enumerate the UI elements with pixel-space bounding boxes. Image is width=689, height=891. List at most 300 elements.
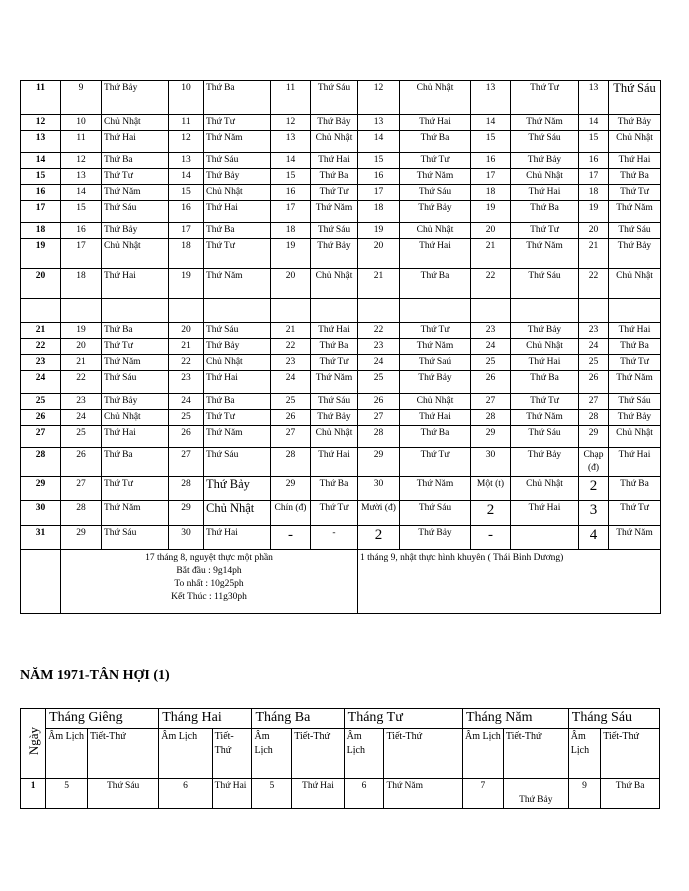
weekday: Thứ Bảy	[311, 115, 358, 131]
weekday: Thứ Bảy	[311, 239, 358, 269]
table-row	[21, 779, 660, 809]
subheader: Âm Lịch	[344, 729, 384, 779]
weekday: Thứ Năm	[204, 131, 271, 153]
lunar-day: 2	[579, 477, 609, 501]
weekday: Thứ Năm	[511, 410, 579, 426]
weekday: Thứ Sáu	[204, 448, 271, 477]
lunar-day: 29	[271, 477, 311, 501]
table-row	[21, 477, 661, 501]
lunar-day: 2	[471, 501, 511, 526]
weekday: Chủ Nhật	[511, 339, 579, 355]
weekday: Thứ Sáu	[511, 426, 579, 448]
weekday: Chủ Nhật	[511, 477, 579, 501]
weekday: Thứ Ba	[102, 323, 169, 339]
lunar-day: 13	[579, 81, 609, 115]
lunar-day: 23	[169, 371, 204, 394]
lunar-day: 28	[169, 477, 204, 501]
lunar-day: 15	[358, 153, 400, 169]
day-number: 12	[21, 115, 61, 131]
weekday: Thứ Tư	[204, 239, 271, 269]
day-number: 14	[21, 153, 61, 169]
lunar-day: 19	[358, 223, 400, 239]
weekday: -	[311, 526, 358, 550]
lunar-day: 27	[358, 410, 400, 426]
weekday: Thứ Hai	[102, 131, 169, 153]
lunar-day: 17	[358, 185, 400, 201]
table-row	[21, 201, 661, 223]
lunar-day: 25	[579, 355, 609, 371]
weekday: Thứ Hai	[609, 448, 661, 477]
weekday: Thứ Sáu	[311, 223, 358, 239]
lunar-day: 25	[471, 355, 511, 371]
weekday: Thứ Bảy	[400, 371, 471, 394]
day-number: 18	[21, 223, 61, 239]
lunar-day: 22	[579, 269, 609, 299]
weekday: Thứ Hai	[311, 323, 358, 339]
lunar-day: 21	[471, 239, 511, 269]
weekday: Chủ Nhật	[511, 169, 579, 185]
weekday: Thứ Hai	[311, 448, 358, 477]
weekday: Chủ Nhật	[311, 131, 358, 153]
weekday: Thứ Sáu	[204, 153, 271, 169]
lunar-day: 18	[271, 223, 311, 239]
table-row	[21, 426, 661, 448]
weekday: Thứ Tư	[311, 185, 358, 201]
weekday: Thứ Sáu	[102, 201, 169, 223]
lunar-day: 16	[271, 185, 311, 201]
lunar-day: 18	[358, 201, 400, 223]
weekday: Thứ Bảy	[204, 339, 271, 355]
weekday: Thứ Ba	[204, 394, 271, 410]
weekday: Thứ Hai	[511, 185, 579, 201]
lunar-day: 21	[169, 339, 204, 355]
day-number: 29	[21, 477, 61, 501]
day-number: 19	[21, 239, 61, 269]
weekday: Thứ Bảy	[400, 201, 471, 223]
weekday: Thứ Bảy	[102, 81, 169, 115]
subheader: Tiết-Thứ	[212, 729, 252, 779]
weekday: Chủ Nhật	[400, 81, 471, 115]
lunar-day: 11	[271, 81, 311, 115]
lunar-day: 30	[169, 526, 204, 550]
weekday: Thứ Năm	[311, 201, 358, 223]
day-number: 16	[21, 185, 61, 201]
weekday: Thứ Hai	[511, 355, 579, 371]
weekday: Thứ Hai	[102, 426, 169, 448]
weekday: Thứ Sáu	[204, 323, 271, 339]
lunar-day: 20	[61, 339, 102, 355]
subheader-row	[21, 729, 660, 779]
weekday: Thứ Tư	[311, 355, 358, 371]
lunar-day: 13	[61, 169, 102, 185]
lunar-day: 15	[61, 201, 102, 223]
lunar-day: 11	[61, 131, 102, 153]
weekday: Thứ Hai	[102, 269, 169, 299]
lunar-day: 17	[271, 201, 311, 223]
weekday: Thứ Tư	[609, 501, 661, 526]
lunar-day: 25	[358, 371, 400, 394]
calendar-body	[21, 81, 661, 614]
lunar-day: 23	[358, 339, 400, 355]
table-row	[21, 299, 661, 323]
lunar-day: 16	[169, 201, 204, 223]
weekday: Thứ Saú	[400, 355, 471, 371]
weekday: Thứ Hai	[212, 779, 252, 809]
lunar-day: 9	[568, 779, 600, 809]
table-row	[21, 223, 661, 239]
weekday: Chủ Nhật	[102, 239, 169, 269]
lunar-day: 22	[169, 355, 204, 371]
lunar-day: 10	[61, 115, 102, 131]
weekday: Thứ Sáu	[311, 394, 358, 410]
weekday: Thứ Năm	[311, 371, 358, 394]
lunar-day: 26	[471, 371, 511, 394]
day-number: 28	[21, 448, 61, 477]
table-row	[21, 239, 661, 269]
lunar-day: 20	[169, 323, 204, 339]
lunar-day: 30	[358, 477, 400, 501]
subheader: Âm Lịch	[252, 729, 292, 779]
weekday: Thứ Ba	[400, 131, 471, 153]
lunar-day: 18	[169, 239, 204, 269]
table-row	[21, 410, 661, 426]
weekday: Thứ Năm	[204, 426, 271, 448]
lunar-day: 17	[61, 239, 102, 269]
weekday: Thứ Sáu	[311, 81, 358, 115]
weekday: Thứ Năm	[400, 477, 471, 501]
lunar-day: 24	[61, 410, 102, 426]
lunar-day: 19	[471, 201, 511, 223]
table-row	[21, 526, 661, 550]
lunar-day: 5	[252, 779, 292, 809]
weekday: Thứ Sáu	[88, 779, 159, 809]
weekday: Thứ Bảy	[609, 115, 661, 131]
calendar-table-1971	[20, 708, 660, 809]
lunar-day: 13	[169, 153, 204, 169]
lunar-day	[271, 299, 311, 323]
weekday: Chủ Nhật	[400, 223, 471, 239]
weekday: Thứ Năm	[511, 239, 579, 269]
lunar-day: 16	[61, 223, 102, 239]
day-number: 24	[21, 371, 61, 394]
lunar-day: 4	[579, 526, 609, 550]
weekday: Chủ Nhật	[609, 131, 661, 153]
lunar-day: 27	[471, 394, 511, 410]
day-number: 31	[21, 526, 61, 550]
eclipse-note-left	[61, 550, 358, 614]
weekday: Thứ Năm	[400, 169, 471, 185]
weekday	[609, 299, 661, 323]
weekday: Thứ Năm	[511, 115, 579, 131]
eclipse-note-right: 1 tháng 9, nhật thực hình khuyên ( Thái Bỉnh Dương)	[358, 550, 661, 614]
weekday: Thứ Sáu	[609, 223, 661, 239]
table-row	[21, 153, 661, 169]
lunar-day: 21	[358, 269, 400, 299]
lunar-day: 12	[61, 153, 102, 169]
day-number: 22	[21, 339, 61, 355]
weekday: Thứ Hai	[511, 501, 579, 526]
weekday: Thứ Ba	[400, 269, 471, 299]
lunar-day: 19	[579, 201, 609, 223]
lunar-day: 3	[579, 501, 609, 526]
month-header: Tháng Hai	[159, 709, 252, 729]
lunar-day: 12	[271, 115, 311, 131]
lunar-day: 16	[358, 169, 400, 185]
lunar-day: -	[471, 526, 511, 550]
day-number: 26	[21, 410, 61, 426]
day-number: 17	[21, 201, 61, 223]
weekday: Thứ Hai	[204, 526, 271, 550]
weekday: Thứ Sáu	[511, 269, 579, 299]
weekday: Thứ Năm	[400, 339, 471, 355]
lunar-day: 20	[471, 223, 511, 239]
month-header: Tháng Sáu	[568, 709, 659, 729]
lunar-day: 19	[271, 239, 311, 269]
lunar-day: 21	[579, 239, 609, 269]
weekday: Thứ Năm	[609, 371, 661, 394]
lunar-day: 23	[271, 355, 311, 371]
weekday: Thứ Ba	[204, 81, 271, 115]
lunar-day: 20	[579, 223, 609, 239]
note-line: Kết Thúc : 11g30ph	[171, 592, 247, 602]
table-row	[21, 115, 661, 131]
weekday: Thứ Sáu	[102, 526, 169, 550]
lunar-day: 19	[61, 323, 102, 339]
lunar-day: 13	[271, 131, 311, 153]
lunar-day: 10	[169, 81, 204, 115]
weekday: Thứ Năm	[204, 269, 271, 299]
day-number: 25	[21, 394, 61, 410]
lunar-day: 14	[169, 169, 204, 185]
note-line: Bắt đầu : 9g14ph	[176, 566, 242, 576]
month-header: Tháng Ba	[252, 709, 344, 729]
weekday: Thứ Ba	[609, 477, 661, 501]
weekday: Thứ Hai	[609, 323, 661, 339]
lunar-day: 24	[579, 339, 609, 355]
table-row	[21, 394, 661, 410]
weekday: Thứ Sáu	[400, 185, 471, 201]
lunar-day: 17	[471, 169, 511, 185]
weekday: Thứ Năm	[609, 201, 661, 223]
weekday: Thứ Bảy	[503, 779, 568, 809]
lunar-day: 23	[61, 394, 102, 410]
weekday: Chủ Nhật	[204, 501, 271, 526]
note-line: 17 tháng 8, nguyệt thực một phần	[145, 553, 273, 563]
weekday: Thứ Ba	[400, 426, 471, 448]
lunar-day: 29	[169, 501, 204, 526]
lunar-day: 14	[358, 131, 400, 153]
lunar-day: Chạp (đ)	[579, 448, 609, 477]
weekday: Thứ Ba	[311, 477, 358, 501]
lunar-day: 27	[169, 448, 204, 477]
lunar-day: 28	[61, 501, 102, 526]
weekday	[511, 526, 579, 550]
table-row	[21, 501, 661, 526]
weekday: Thứ Sáu	[400, 501, 471, 526]
weekday: Thứ Tư	[511, 223, 579, 239]
lunar-day: 24	[271, 371, 311, 394]
lunar-day: 15	[579, 131, 609, 153]
weekday: Thứ Bảy	[511, 323, 579, 339]
month-header: Tháng Tư	[344, 709, 462, 729]
weekday: Thứ Ba	[102, 153, 169, 169]
weekday: Thứ Năm	[609, 526, 661, 550]
weekday	[102, 299, 169, 323]
weekday: Thứ Ba	[609, 339, 661, 355]
weekday: Thứ Bảy	[204, 477, 271, 501]
day-number: 27	[21, 426, 61, 448]
weekday: Thứ Bảy	[609, 410, 661, 426]
lunar-day: 26	[271, 410, 311, 426]
lunar-day: 22	[61, 371, 102, 394]
lunar-day: 29	[579, 426, 609, 448]
lunar-day: 24	[358, 355, 400, 371]
weekday: Thứ Tư	[311, 501, 358, 526]
weekday: Thứ Hai	[400, 410, 471, 426]
lunar-day: 17	[169, 223, 204, 239]
lunar-day: Chín (đ)	[271, 501, 311, 526]
weekday: Thứ Ba	[311, 339, 358, 355]
weekday: Thứ Hai	[400, 239, 471, 269]
lunar-day: 21	[61, 355, 102, 371]
weekday: Chủ Nhật	[102, 410, 169, 426]
weekday: Thứ Ba	[609, 169, 661, 185]
weekday: Thứ Ba	[601, 779, 660, 809]
table-row	[21, 339, 661, 355]
subheader: Tiết-Thứ	[88, 729, 159, 779]
lunar-day: 27	[61, 477, 102, 501]
lunar-day: 12	[169, 131, 204, 153]
subheader: Âm Lịch	[46, 729, 88, 779]
lunar-day: 17	[579, 169, 609, 185]
weekday: Thứ Tư	[400, 448, 471, 477]
lunar-day: 13	[471, 81, 511, 115]
lunar-day: 28	[579, 410, 609, 426]
day-number: 30	[21, 501, 61, 526]
table-row	[21, 355, 661, 371]
lunar-day: 23	[471, 323, 511, 339]
lunar-day	[358, 299, 400, 323]
table-row	[21, 185, 661, 201]
lunar-day	[61, 299, 102, 323]
year-title: NĂM 1971-TÂN HỢI (1)	[20, 668, 170, 683]
note-line: To nhất : 10g25ph	[174, 579, 244, 589]
lunar-day: 20	[271, 269, 311, 299]
lunar-day: 15	[169, 185, 204, 201]
lunar-day: 21	[271, 323, 311, 339]
lunar-day: 22	[358, 323, 400, 339]
lunar-day: 9	[61, 81, 102, 115]
lunar-day: 19	[169, 269, 204, 299]
weekday: Thứ Tư	[400, 323, 471, 339]
weekday: Thứ Ba	[511, 371, 579, 394]
ngay-label: Ngày	[25, 726, 41, 756]
lunar-day: 30	[471, 448, 511, 477]
subheader: Âm Lịch	[159, 729, 212, 779]
lunar-day: -	[271, 526, 311, 550]
weekday: Thứ Sáu	[609, 394, 661, 410]
ngay-header	[21, 709, 46, 779]
lunar-day: 14	[471, 115, 511, 131]
lunar-day: 12	[358, 81, 400, 115]
lunar-day: 26	[579, 371, 609, 394]
weekday: Thứ Năm	[102, 501, 169, 526]
lunar-day: 6	[159, 779, 212, 809]
weekday: Thứ Sáu	[609, 81, 661, 115]
lunar-day: 11	[169, 115, 204, 131]
weekday: Thứ Bảy	[102, 394, 169, 410]
lunar-day: 29	[471, 426, 511, 448]
subheader: Âm Lịch	[568, 729, 600, 779]
lunar-day: 16	[471, 153, 511, 169]
lunar-day: 25	[169, 410, 204, 426]
lunar-day: 29	[61, 526, 102, 550]
month-header: Tháng Giêng	[46, 709, 159, 729]
weekday: Thứ Năm	[102, 355, 169, 371]
day-number: 1	[21, 779, 46, 809]
lunar-day: 18	[471, 185, 511, 201]
weekday: Thứ Tư	[609, 185, 661, 201]
day-number: 21	[21, 323, 61, 339]
table-row	[21, 131, 661, 153]
lunar-day: 14	[579, 115, 609, 131]
day-number: 13	[21, 131, 61, 153]
day-number: 11	[21, 81, 61, 115]
weekday: Thứ Sáu	[511, 131, 579, 153]
weekday: Thứ Hai	[204, 201, 271, 223]
weekday: Thứ Ba	[511, 201, 579, 223]
month-header-row	[21, 709, 660, 729]
weekday: Chủ Nhật	[204, 355, 271, 371]
weekday: Thứ Hai	[609, 153, 661, 169]
lunar-day: 5	[46, 779, 88, 809]
weekday: Thứ Tư	[400, 153, 471, 169]
lunar-day: 25	[61, 426, 102, 448]
weekday: Thứ Hai	[311, 153, 358, 169]
lunar-day: 26	[61, 448, 102, 477]
lunar-day: 29	[358, 448, 400, 477]
weekday	[511, 299, 579, 323]
weekday: Thứ Bảy	[511, 153, 579, 169]
weekday: Thứ Tư	[102, 169, 169, 185]
day-number: 20	[21, 269, 61, 299]
table-row	[21, 169, 661, 185]
notes-row	[21, 550, 661, 614]
weekday: Thứ Hai	[400, 115, 471, 131]
day-number: 23	[21, 355, 61, 371]
weekday: Chủ Nhật	[311, 426, 358, 448]
lunar-day: 6	[344, 779, 384, 809]
lunar-day: Một (t)	[471, 477, 511, 501]
weekday: Chủ Nhật	[204, 185, 271, 201]
lunar-day: 28	[271, 448, 311, 477]
weekday: Thứ Năm	[102, 185, 169, 201]
day-number: 15	[21, 169, 61, 185]
weekday: Thứ Tư	[511, 394, 579, 410]
lunar-day: 27	[579, 394, 609, 410]
lunar-day: 13	[358, 115, 400, 131]
weekday: Thứ Bảy	[204, 169, 271, 185]
lunar-day: 15	[271, 169, 311, 185]
weekday: Thứ Tư	[204, 115, 271, 131]
weekday: Chủ Nhật	[609, 426, 661, 448]
lunar-day: 14	[61, 185, 102, 201]
lunar-day: 2	[358, 526, 400, 550]
lunar-day: 28	[358, 426, 400, 448]
lunar-day: 24	[169, 394, 204, 410]
lunar-day: 26	[169, 426, 204, 448]
weekday: Thứ Tư	[102, 477, 169, 501]
